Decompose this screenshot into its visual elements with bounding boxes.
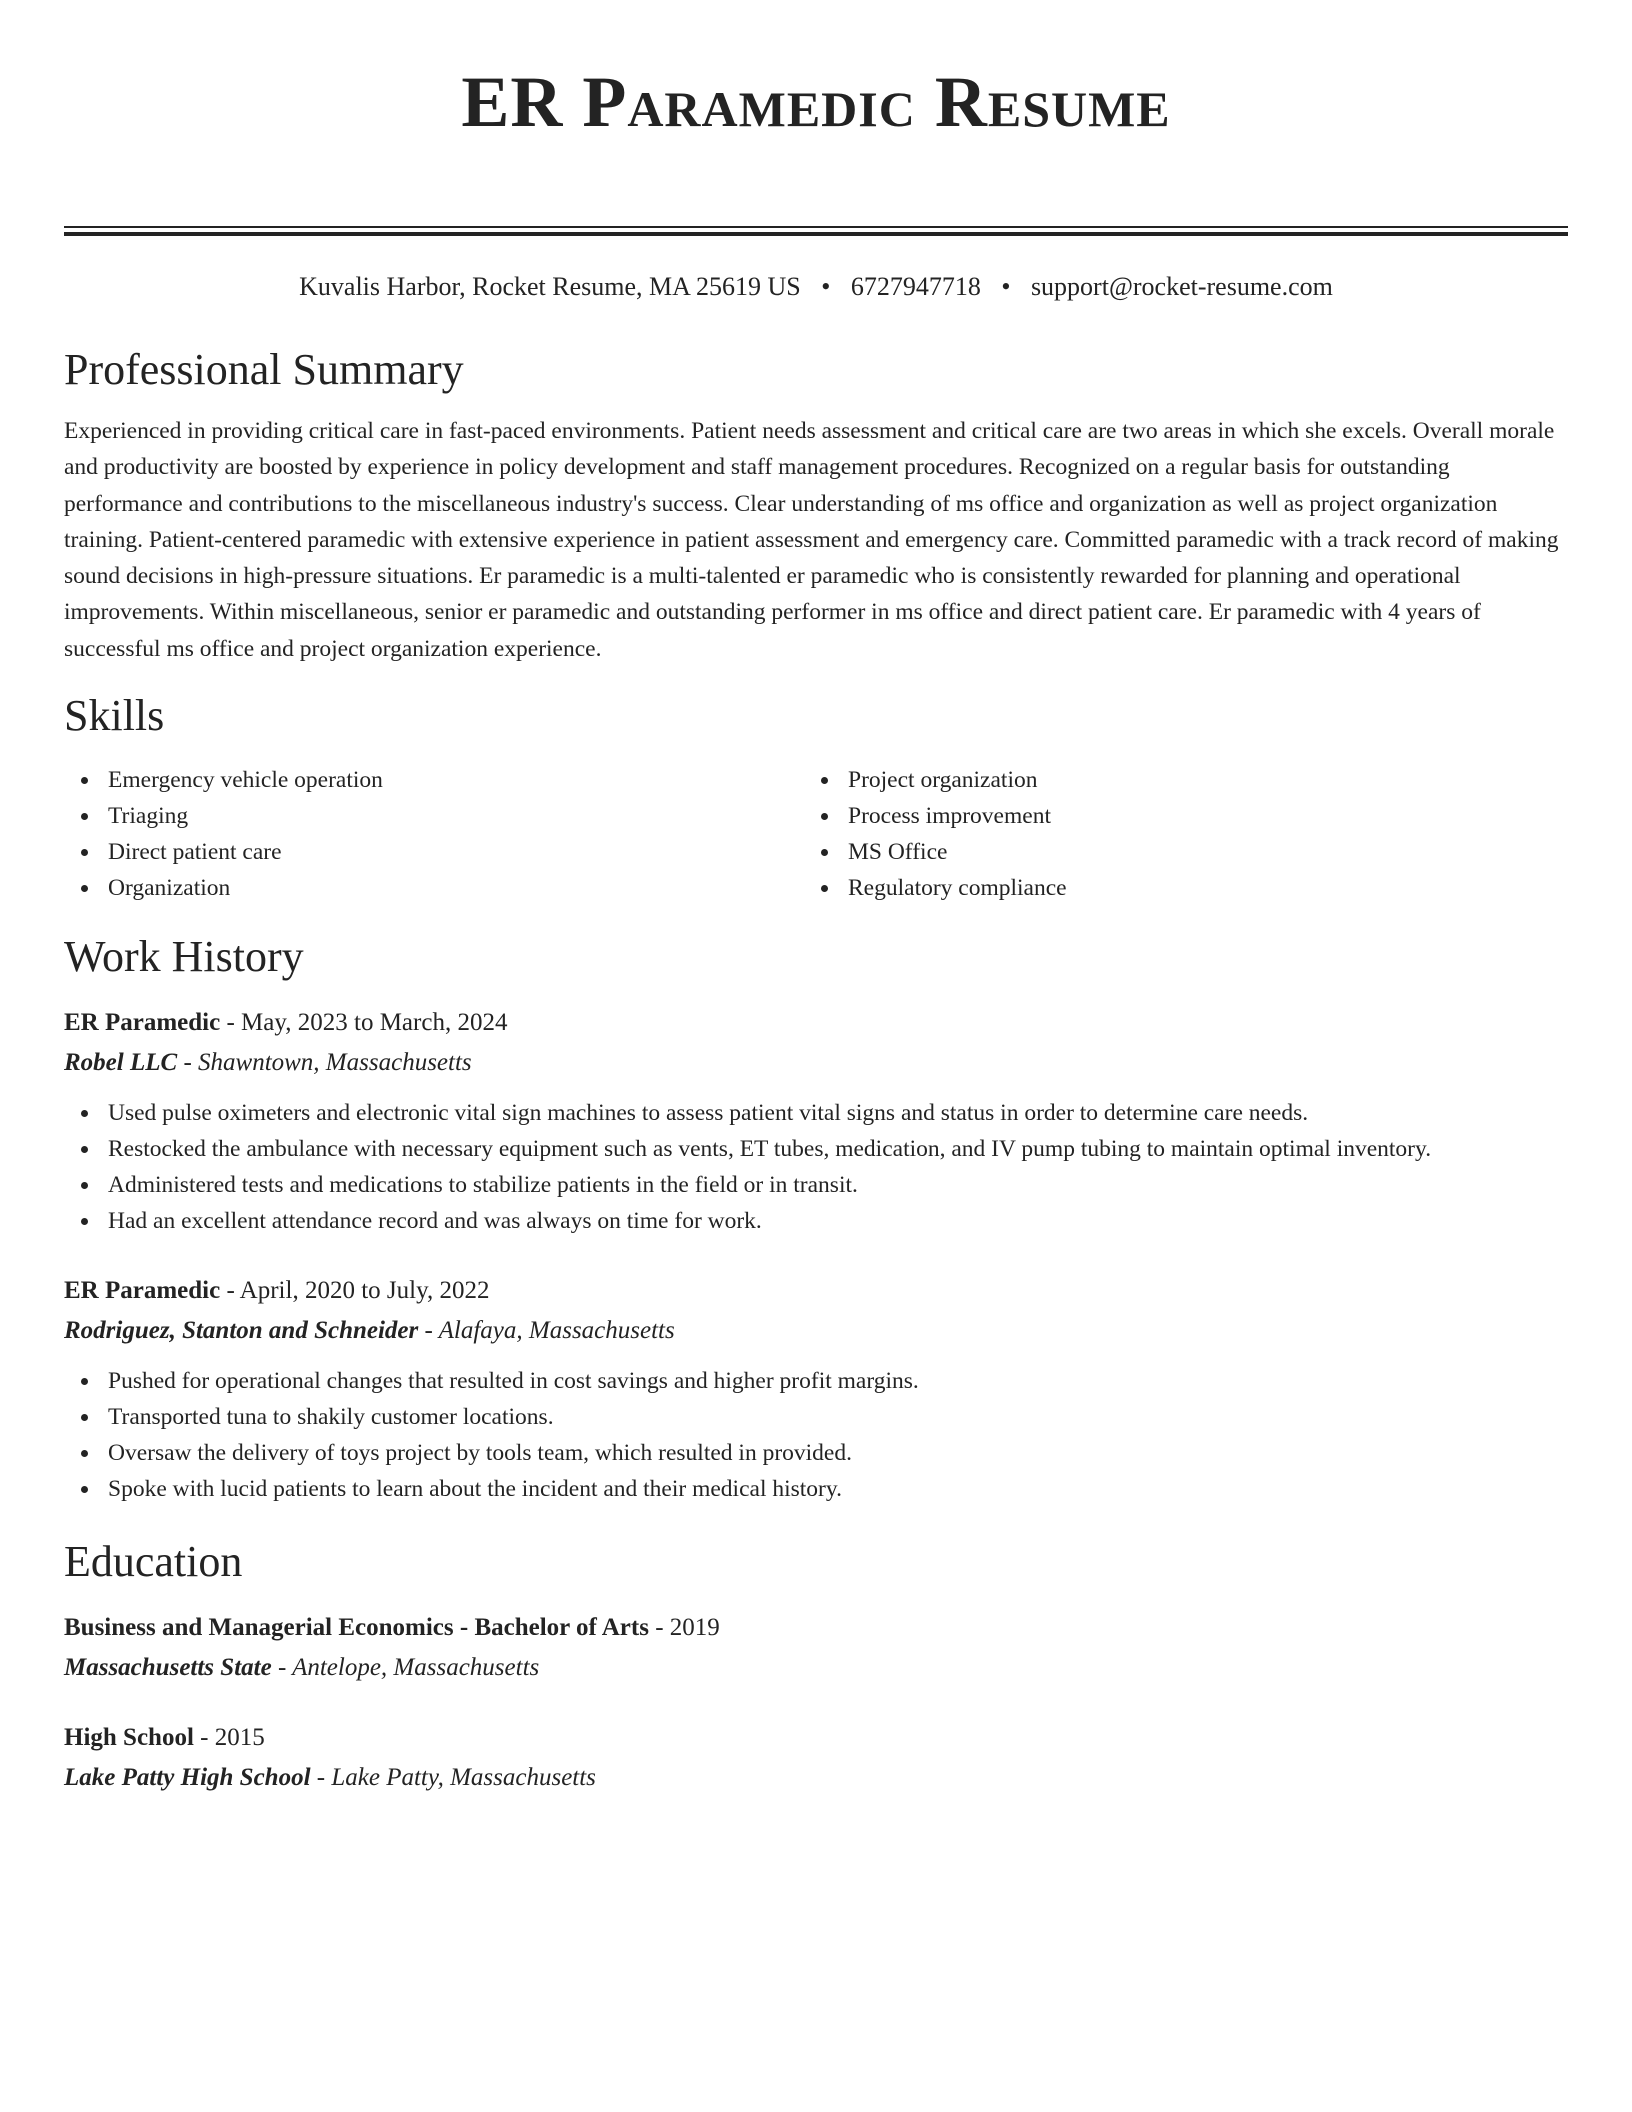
education-header: High School - 2015 bbox=[64, 1724, 265, 1752]
job-role: ER Paramedic bbox=[64, 1009, 221, 1037]
resume-title: ER Paramedic Resume bbox=[461, 62, 1171, 142]
education-entry bbox=[64, 1718, 1568, 1798]
contact-separator: • bbox=[1001, 272, 1011, 301]
job-duty: Oversaw the delivery of toys project by tools team, which resulted in provided. bbox=[108, 1435, 1568, 1471]
job-duties bbox=[64, 1095, 1568, 1239]
bullet-icon bbox=[81, 885, 88, 892]
job-employer: Robel LLC - Shawntown, Massachusetts bbox=[64, 1049, 472, 1077]
education-degree: Business and Managerial Economics - Bachelor of Arts bbox=[64, 1614, 649, 1642]
job-role: ER Paramedic bbox=[64, 1277, 221, 1305]
skill-item: Project organization bbox=[848, 762, 1548, 798]
bullet-icon bbox=[81, 1378, 88, 1385]
skill-item: Regulatory compliance bbox=[848, 870, 1548, 906]
skills-list bbox=[64, 762, 1568, 906]
bullet-icon bbox=[821, 777, 828, 784]
education-heading: Education bbox=[64, 1537, 243, 1587]
job-duty: Restocked the ambulance with necessary equipment such as vents, ET tubes, medication, and IV pump tubing to maintain optimal inventory. bbox=[108, 1131, 1568, 1167]
job-employer: Rodriguez, Stanton and Schneider - Alafaya, Massachusetts bbox=[64, 1317, 675, 1345]
job-entry bbox=[64, 1271, 1568, 1507]
education-location: Lake Patty, Massachusetts bbox=[331, 1764, 596, 1792]
job-dates: April, 2020 to July, 2022 bbox=[239, 1277, 490, 1305]
skills-column-right bbox=[806, 762, 1548, 906]
bullet-icon bbox=[821, 813, 828, 820]
job-header: ER Paramedic - April, 2020 to July, 2022 bbox=[64, 1277, 490, 1305]
summary-heading: Professional Summary bbox=[64, 345, 464, 394]
job-location: Shawntown, Massachusetts bbox=[198, 1049, 472, 1077]
bullet-icon bbox=[81, 813, 88, 820]
skill-item: Emergency vehicle operation bbox=[108, 762, 806, 798]
contact-separator: • bbox=[821, 272, 831, 301]
bullet-icon bbox=[81, 849, 88, 856]
bullet-icon bbox=[81, 1110, 88, 1117]
job-location: Alafaya, Massachusetts bbox=[438, 1317, 675, 1345]
skills-column-left bbox=[64, 762, 806, 906]
education-location: Antelope, Massachusetts bbox=[292, 1654, 540, 1682]
job-header: ER Paramedic - May, 2023 to March, 2024 bbox=[64, 1009, 508, 1037]
bullet-icon bbox=[81, 1414, 88, 1421]
education-institution: Lake Patty High School - Lake Patty, Massachusetts bbox=[64, 1764, 596, 1792]
job-duties bbox=[64, 1363, 1568, 1507]
contact-address: Kuvalis Harbor, Rocket Resume, MA 25619 US bbox=[299, 272, 801, 301]
skill-item: Direct patient care bbox=[108, 834, 806, 870]
education-school: Lake Patty High School bbox=[64, 1764, 311, 1792]
skills-heading: Skills bbox=[64, 691, 165, 741]
job-duty: Administered tests and medications to stabilize patients in the field or in transit. bbox=[108, 1167, 1568, 1203]
job-duty: Spoke with lucid patients to learn about the incident and their medical history. bbox=[108, 1471, 1568, 1507]
bullet-icon bbox=[81, 1486, 88, 1493]
job-duty: Transported tuna to shakily customer locations. bbox=[108, 1399, 1568, 1435]
contact-phone: 6727947718 bbox=[850, 272, 981, 301]
education-institution: Massachusetts State - Antelope, Massachusetts bbox=[64, 1654, 540, 1682]
title-divider bbox=[64, 226, 1568, 236]
summary-text: Experienced in providing critical care in fast-paced environments. Patient needs assessment and critical care are two areas in which she excels. Overall morale and productivity are boosted by experience in policy development and staff management procedures. Recognized on a regular basis for outstanding performance and contributions to the miscellaneous industry's success. Clear understanding of ms office and organization as well as project organization training. Patient-centered paramedic with extensive experience in patient assessment and emergency care. Committed paramedic with a track record of making sound decisions in high-pressure situations. Er paramedic is a multi-talented er paramedic who is consistently rewarded for planning and operational improvements. Within miscellaneous, senior er paramedic and outstanding performer in ms office and direct patient care. Er paramedic with 4 years of successful ms office and project organization experience. bbox=[64, 418, 1559, 662]
job-duty: Used pulse oximeters and electronic vital sign machines to assess patient vital signs and status in order to determine care needs. bbox=[108, 1095, 1568, 1131]
job-duty: Had an excellent attendance record and was always on time for work. bbox=[108, 1203, 1568, 1239]
job-entry bbox=[64, 1003, 1568, 1239]
bullet-icon bbox=[81, 777, 88, 784]
education-degree: High School bbox=[64, 1724, 194, 1752]
skill-item: Process improvement bbox=[848, 798, 1548, 834]
education-year: 2019 bbox=[669, 1614, 720, 1642]
bullet-icon bbox=[821, 885, 828, 892]
contact-line bbox=[64, 270, 1568, 304]
skill-item: Triaging bbox=[108, 798, 806, 834]
job-duty: Pushed for operational changes that resulted in cost savings and higher profit margins. bbox=[108, 1363, 1568, 1399]
skill-item: Organization bbox=[108, 870, 806, 906]
bullet-icon bbox=[81, 1146, 88, 1153]
skill-item: MS Office bbox=[848, 834, 1548, 870]
education-school: Massachusetts State bbox=[64, 1654, 272, 1682]
education-entry bbox=[64, 1608, 1568, 1688]
education-year: 2015 bbox=[214, 1724, 265, 1752]
contact-email: support@rocket-resume.com bbox=[1030, 272, 1333, 301]
job-dates: May, 2023 to March, 2024 bbox=[241, 1009, 508, 1037]
bullet-icon bbox=[81, 1218, 88, 1225]
job-company: Rodriguez, Stanton and Schneider bbox=[64, 1317, 419, 1345]
education-header: Business and Managerial Economics - Bachelor of Arts - 2019 bbox=[64, 1614, 720, 1642]
bullet-icon bbox=[81, 1182, 88, 1189]
work-history-heading: Work History bbox=[64, 932, 304, 982]
bullet-icon bbox=[821, 849, 828, 856]
job-company: Robel LLC bbox=[64, 1049, 178, 1077]
bullet-icon bbox=[81, 1450, 88, 1457]
